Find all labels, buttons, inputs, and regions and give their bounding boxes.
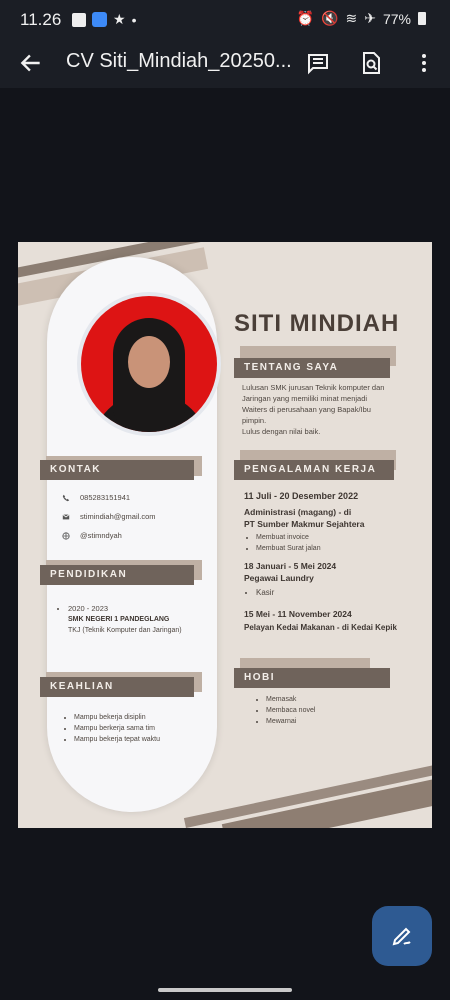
contact-heading: KONTAK bbox=[40, 460, 194, 480]
comment-icon[interactable] bbox=[306, 51, 330, 75]
contact-phone: 085283151941 bbox=[80, 493, 131, 502]
phone-icon bbox=[62, 494, 70, 502]
about-text: Lulusan SMK jurusan Teknik komputer dan Jaringan yang memiliki minat menjadi Waiters di perusahaan yang Bapak/Ibu pimpin. Lulus dengan nilai baik. bbox=[242, 383, 385, 436]
wifi-icon: ≋ bbox=[345, 10, 358, 26]
email-icon bbox=[62, 513, 70, 521]
alarm-icon: ⏰ bbox=[296, 10, 315, 26]
contact-email: stimindiah@gmail.com bbox=[80, 512, 156, 521]
education-details: • 2020 - 2023 SMK NEGERI 1 PANDEGLANG TKJ (Teknik Komputer dan Jaringan) bbox=[56, 603, 226, 636]
about-heading: TENTANG SAYA bbox=[234, 358, 390, 378]
experience-list: 11 Juli - 20 Desember 2022 Administrasi (magang) - di PT Sumber Makmur Sejahtera • Membuat invoice • Membuat Surat jalan 18 Januari - 5 Mei 2024 Pegawai Laundry • Kasir 15 Mei - 11 November 2024 Pelayan Kedai Makanan - di Kedai Kepik bbox=[244, 490, 430, 634]
star-icon: ★ bbox=[113, 11, 126, 27]
cv-name: SITI MINDIAH bbox=[234, 310, 400, 337]
skills-list: • Mampu bekerja disiplin • Mampu berkerja sama tim • Mampu bekerja tepat waktu bbox=[62, 712, 222, 745]
hobby-list: • Memasak • Membaca novel • Mewarnai bbox=[254, 694, 404, 727]
document-title: CV Siti_Mindiah_20250... bbox=[66, 50, 292, 72]
battery-icon bbox=[418, 12, 426, 25]
decor-stripe bbox=[222, 776, 432, 828]
cv-page bbox=[18, 242, 432, 828]
contact-social: @stimndyah bbox=[80, 531, 122, 540]
app-bar bbox=[0, 38, 450, 88]
home-indicator[interactable] bbox=[158, 988, 292, 992]
app-notification-icon bbox=[92, 12, 107, 27]
edit-pen-icon bbox=[390, 924, 414, 948]
back-arrow-icon[interactable] bbox=[18, 50, 44, 76]
airplane-icon: ✈ bbox=[364, 10, 376, 26]
mute-icon: 🔇 bbox=[321, 10, 339, 26]
globe-icon bbox=[62, 532, 70, 540]
education-heading: PENDIDIKAN bbox=[40, 565, 194, 585]
battery-percent: 77% bbox=[382, 10, 411, 27]
profile-photo bbox=[77, 292, 221, 436]
facebook-icon: f bbox=[72, 13, 86, 27]
status-time: 11.26 bbox=[20, 10, 62, 29]
skills-heading: KEAHLIAN bbox=[40, 677, 194, 697]
dot-icon: • bbox=[131, 11, 137, 28]
hobby-heading: HOBI bbox=[234, 668, 390, 688]
find-in-document-icon[interactable] bbox=[359, 51, 383, 75]
edit-fab-button[interactable] bbox=[372, 906, 432, 966]
status-bar bbox=[0, 0, 450, 38]
experience-heading: PENGALAMAN KERJA bbox=[234, 460, 394, 480]
more-options-icon[interactable] bbox=[412, 51, 436, 75]
